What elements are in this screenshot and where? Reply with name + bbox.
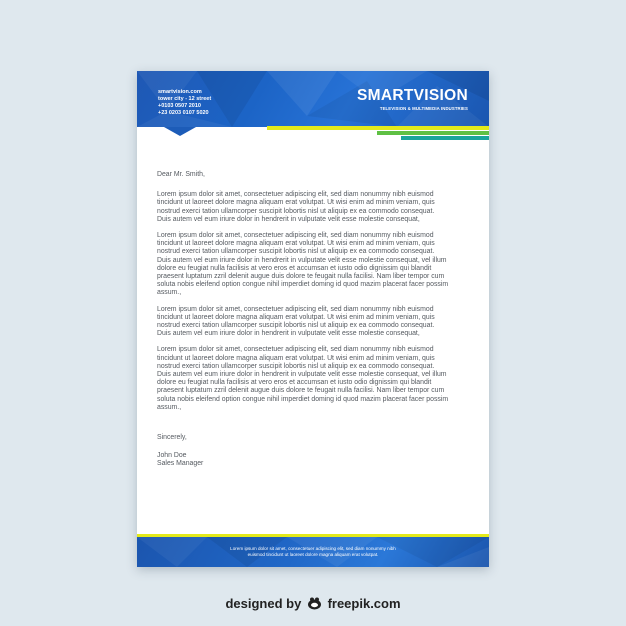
freepik-logo-icon (307, 597, 322, 613)
letterhead-header (137, 71, 489, 127)
paragraph (157, 346, 462, 412)
footer-line-2: euismod tincidunt ut laoreet dolore magna aliquam erat volutpat. (247, 552, 379, 557)
paragraph-line: Lorem ipsum dolor sit amet, consectetuer adipiscing elit, sed diam nonummy nibh euismod (157, 346, 434, 354)
header-notch (164, 127, 196, 136)
paragraph-line: dolore eu feugiat nulla facilisis at vero eros et accumsan et iusto odio dignissim qui blandit (157, 379, 432, 387)
paragraph-line: Duis autem vel eum iriure dolor in hendrerit in vulputate velit esse molestie consequat, (157, 215, 420, 223)
accent-stripe-teal (401, 136, 489, 140)
signature-block (157, 434, 462, 469)
brand-tagline: TELEVISION & MULTIMEDIA INDUSTRIES (379, 106, 468, 111)
paragraph (157, 191, 462, 224)
paragraph-line: soluta nobis eleifend option congue nihil imperdiet doming id quod mazim placerat facer possim (157, 281, 449, 289)
letter-body (157, 171, 462, 469)
footer-text (137, 546, 489, 558)
paragraph-line: tincidunt ut laoreet dolore magna aliquam erat volutpat. Ut wisi enim ad minim veniam, quis (157, 354, 435, 362)
paragraph-line: nostrud exerci tation ullamcorper suscipit lobortis nisl ut aliquip ex ea commodo consequat. (157, 322, 435, 330)
paragraph-line: dolore eu feugiat nulla facilisis at vero eros et accumsan et iusto odio dignissim qui blandit (157, 264, 432, 272)
letter-paragraphs (157, 191, 462, 412)
contact-block (158, 89, 211, 117)
paragraph-line: assum., (157, 289, 182, 297)
accent-stripe-green (377, 131, 489, 135)
paragraph-line: soluta nobis eleifend option congue nihil imperdiet doming id quod mazim placerat facer possim (157, 395, 449, 403)
paragraph-line: praesent luptatum zzril delenit augue duis dolore te feugait nulla facilisi. Nam liber tempor cum (157, 273, 445, 281)
contact-phone-1: +0103 0507 2010 (158, 103, 201, 109)
paragraph-line: Lorem ipsum dolor sit amet, consectetuer adipiscing elit, sed diam nonummy nibh euismod (157, 305, 434, 313)
signer-name: John Doe (157, 452, 187, 460)
paragraph-line: Lorem ipsum dolor sit amet, consectetuer adipiscing elit, sed diam nonummy nibh euismod (157, 232, 434, 240)
footer-line-1: Lorem ipsum dolor sit amet, consectetuer adipiscing elit, sed diam nonummy nibh (230, 546, 396, 551)
paragraph-line: praesent luptatum zzril delenit augue duis dolore te feugait nulla facilisi. Nam liber tempor cum (157, 387, 445, 395)
paragraph-line: Duis autem vel eum iriure dolor in hendrerit in vulputate velit esse molestie consequat, vel illum (157, 371, 447, 379)
contact-phone-2: +23 0203 0107 5020 (158, 110, 209, 116)
paragraph-line: nostrud exerci tation ullamcorper suscipit lobortis nisl ut aliquip ex ea commodo consequat. (157, 207, 435, 215)
paragraph-line: assum., (157, 403, 182, 411)
contact-address: tower city - 12 street (158, 96, 212, 102)
brand-name: SMARTVISION (357, 87, 468, 104)
paragraph-line: nostrud exerci tation ullamcorper suscipit lobortis nisl ut aliquip ex ea commodo consequat. (157, 248, 435, 256)
paragraph-line: tincidunt ut laoreet dolore magna aliquam erat volutpat. Ut wisi enim ad minim veniam, quis (157, 313, 435, 321)
paragraph-line: tincidunt ut laoreet dolore magna aliquam erat volutpat. Ut wisi enim ad minim veniam, quis (157, 240, 435, 248)
paragraph-line: Duis autem vel eum iriure dolor in hendrerit in vulputate velit esse molestie consequat, vel illum (157, 256, 447, 264)
letterhead-page (137, 71, 489, 567)
paragraph (157, 232, 462, 298)
signer-title: Sales Manager (157, 460, 204, 468)
letterhead-footer (137, 537, 489, 567)
paragraph-line: Duis autem vel eum iriure dolor in hendrerit in vulputate velit esse molestie consequat, (157, 330, 420, 338)
paragraph-line: nostrud exerci tation ullamcorper suscipit lobortis nisl ut aliquip ex ea commodo consequat. (157, 362, 435, 370)
accent-stripe-yellow (267, 126, 489, 130)
paragraph-line: tincidunt ut laoreet dolore magna aliquam erat volutpat. Ut wisi enim ad minim veniam, quis (157, 199, 435, 207)
contact-website: smartvision.com (158, 89, 202, 95)
greeting: Dear Mr. Smith, (157, 171, 205, 178)
credit-brand: freepik.com (327, 596, 401, 611)
designer-credit (0, 596, 626, 613)
paragraph-line: Lorem ipsum dolor sit amet, consectetuer adipiscing elit, sed diam nonummy nibh euismod (157, 191, 434, 199)
paragraph (157, 306, 462, 339)
brand-block (357, 88, 468, 111)
closing-phrase: Sincerely, (157, 434, 187, 442)
credit-prefix: designed by (225, 596, 302, 611)
